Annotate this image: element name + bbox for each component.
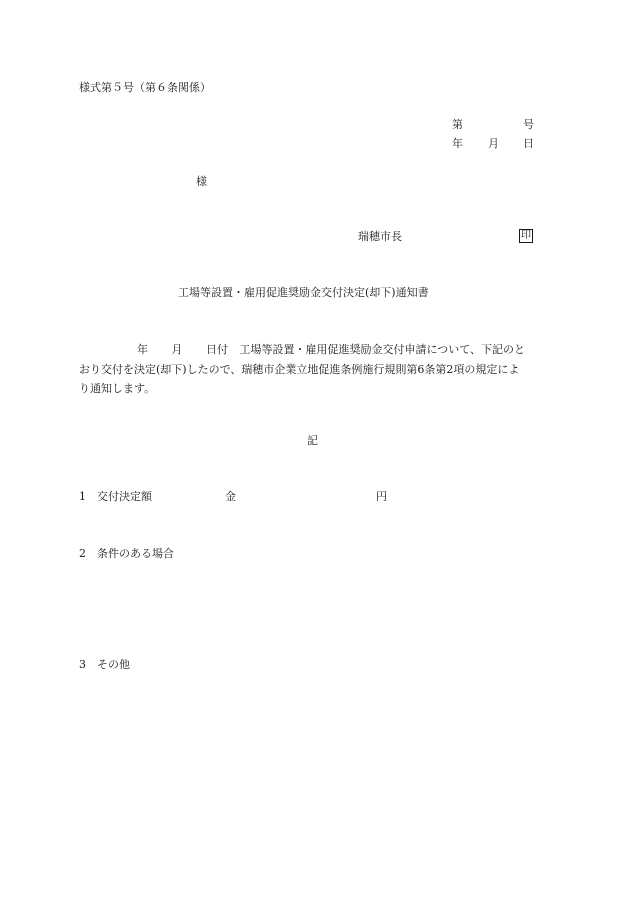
date-year: 年 [452,137,463,150]
date-month: 月 [488,137,499,150]
body-line-2: おり交付を決定(却下)したので、瑞穂市企業立地促進条例施行規則第6条第2項の規定によ [79,362,520,376]
body-line-1 [79,340,547,360]
form-number: 様式第５号（第６条関係） [79,81,211,94]
body-date-year: 年 [137,343,148,356]
document-title: 工場等設置・雇用促進奨励金交付決定(却下)通知書 [178,286,429,299]
issuer-title: 瑞穂市長 [358,230,402,243]
item-2-number: 2 [79,547,86,560]
doc-number-go: 号 [523,118,534,131]
item-1-number: 1 [79,490,86,503]
date-day: 日 [523,137,534,150]
doc-number-dai: 第 [452,118,463,131]
body-date-month: 月 [171,343,183,356]
body-line-1-rest: 工場等設置・雇用促進奨励金交付申請について、下記のと [239,343,526,356]
addressee-suffix: 様 [196,175,207,188]
item-3-label: その他 [97,658,130,671]
body-line-3: り通知します。 [79,382,156,395]
body-paragraph [79,340,547,399]
body-date-day: 日付 [206,343,228,356]
item-1-yen: 円 [376,490,387,503]
item-1-label: 交付決定額 [97,490,152,503]
seal-mark: 印 [521,230,531,241]
item-2-label: 条件のある場合 [97,547,174,560]
ki-heading: 記 [307,434,318,447]
item-1-kin: 金 [225,490,236,503]
item-3-number: 3 [79,658,86,671]
